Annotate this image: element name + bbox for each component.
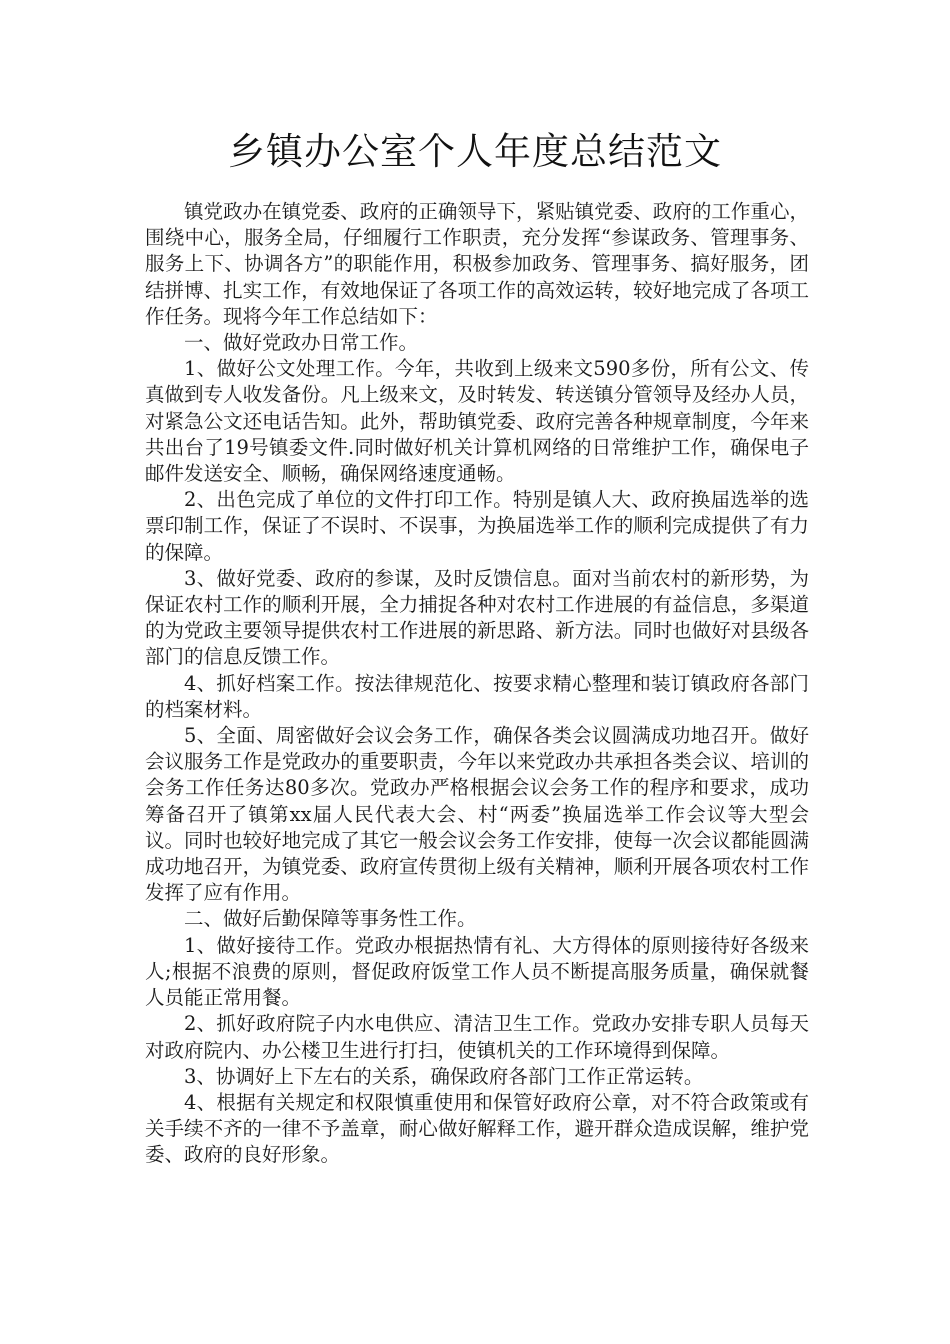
section-heading-1: 一、做好党政办日常工作。 bbox=[184, 331, 419, 355]
document-title: 乡镇办公室个人年度总结范文 bbox=[228, 130, 722, 173]
paragraph-2-4: 4、根据有关规定和权限慎重使用和保管好政府公章，对不符合政策或有关手续不齐的一律不予盖章，耐心做好解释工作，避开群众造成误解，维护党委、政府的良好形象。 bbox=[145, 1090, 809, 1167]
paragraph-1-1: 1、做好公文处理工作。今年，共收到上级来文590多份，所有公文、传真做到专人收发备份。凡上级来文，及时转发、转送镇分管领导及经办人员，对紧急公文还电话告知。此外，帮助镇党委、政府完善各种规章制度，今年来共出台了19号镇委文件.同时做好机关计算机网络的日常维护工作，确保电子邮件发送安全、顺畅，确保网络速度通畅。 bbox=[145, 357, 809, 486]
section-heading-2: 二、做好后勤保障等事务性工作。 bbox=[184, 907, 477, 931]
paragraph-1-4: 4、抓好档案工作。按法律规范化、按要求精心整理和装订镇政府各部门的档案材料。 bbox=[145, 671, 809, 721]
document-body bbox=[145, 199, 809, 1169]
paragraph-2-1: 1、做好接待工作。党政办根据热情有礼、大方得体的原则接待好各级来人;根据不浪费的原则，督促政府饭堂工作人员不断提高服务质量，确保就餐人员能正常用餐。 bbox=[145, 933, 809, 1010]
paragraph-intro: 镇党政办在镇党委、政府的正确领导下，紧贴镇党委、政府的工作重心，围绕中心，服务全局，仔细履行工作职责，充分发挥“参谋政务、管理事务、服务上下、协调各方”的职能作用，积极参加政务、管理事务、搞好服务，团结拼博、扎实工作，有效地保证了各项工作的高效运转，较好地完成了各项工作任务。现将今年工作总结如下： bbox=[145, 200, 809, 328]
paragraph-1-2: 2、出色完成了单位的文件打印工作。特别是镇人大、政府换届选举的选票印制工作，保证了不误时、不误事，为换届选举工作的顺利完成提供了有力的保障。 bbox=[145, 488, 809, 564]
paragraph-1-3: 3、做好党委、政府的参谋，及时反馈信息。面对当前农村的新形势，为保证农村工作的顺利开展，全力捕捉各种对农村工作进展的有益信息，多渠道的为党政主要领导提供农村工作进展的新思路、新方法。同时也做好对县级各部门的信息反馈工作。 bbox=[145, 566, 809, 669]
paragraph-1-5: 5、全面、周密做好会议会务工作，确保各类会议圆满成功地召开。做好会议服务工作是党政办的重要职责，今年以来党政办共承担各类会议、培训的会务工作任务达80多次。党政办严格根据会议会务工作的程序和要求，成功筹备召开了镇第xx届人民代表大会、村“两委”换届选举工作会议等大型会议。同时也较好地完成了其它一般会议会务工作安排，使每一次会议都能圆满成功地召开，为镇党委、政府宣传贯彻上级有关精神，顺利开展各项农村工作发挥了应有作用。 bbox=[145, 724, 809, 905]
paragraph-2-3: 3、协调好上下左右的关系，确保政府各部门工作正常运转。 bbox=[184, 1064, 704, 1088]
paragraph-2-2: 2、抓好政府院子内水电供应、清洁卫生工作。党政办安排专职人员每天对政府院内、办公楼卫生进行打扫，使镇机关的工作环境得到保障。 bbox=[145, 1012, 809, 1062]
